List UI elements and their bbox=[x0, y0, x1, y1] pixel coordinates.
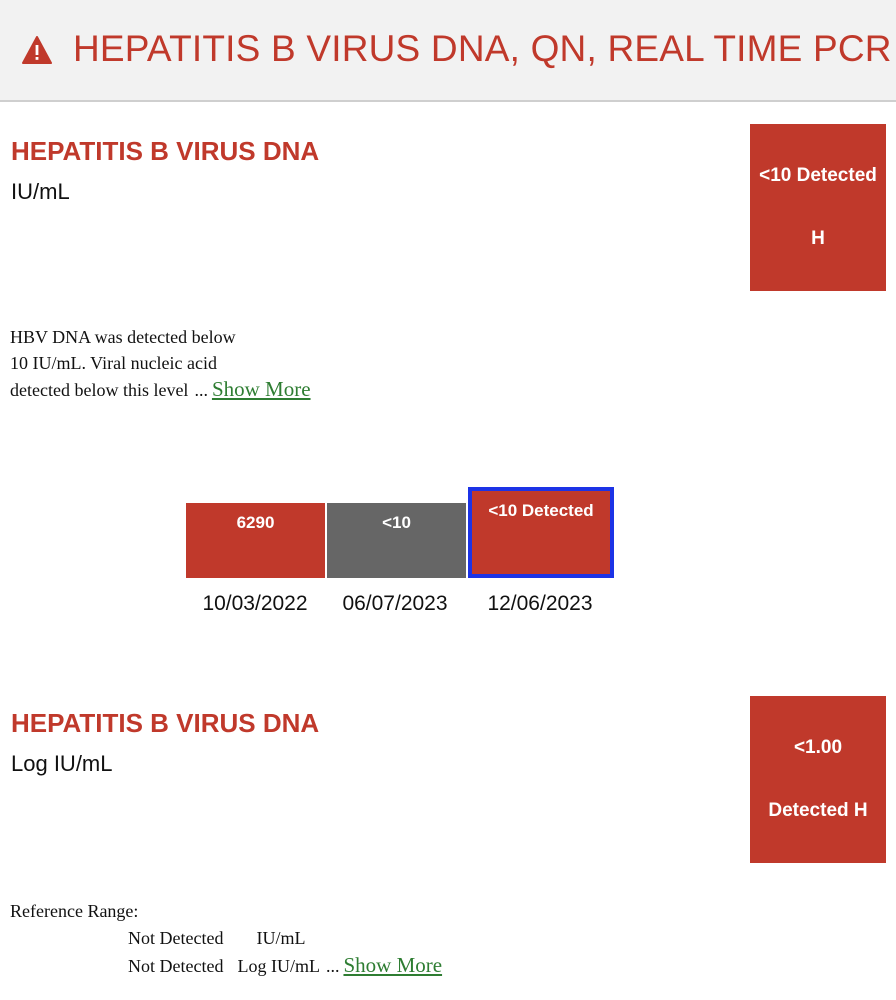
page-title: HEPATITIS B VIRUS DNA, QN, REAL TIME PCR bbox=[73, 28, 892, 69]
result-comment bbox=[10, 324, 311, 403]
show-more-link[interactable]: Show More bbox=[211, 377, 311, 401]
result-value: <1.00 bbox=[793, 737, 843, 758]
show-more-link[interactable]: Show More bbox=[343, 953, 443, 977]
test-unit: IU/mL bbox=[11, 179, 70, 204]
history-date: 12/06/2023 bbox=[487, 592, 593, 615]
comment-line: detected below this level bbox=[10, 380, 189, 400]
ellipsis: ... bbox=[194, 380, 208, 400]
comment-line: HBV DNA was detected below bbox=[10, 327, 236, 347]
history-value-box[interactable]: <10 bbox=[327, 503, 466, 578]
reference-range bbox=[10, 898, 443, 979]
ellipsis: ... bbox=[325, 956, 340, 976]
comment-line: 10 IU/mL. Viral nucleic acid bbox=[10, 353, 218, 373]
test-name: HEPATITIS B VIRUS DNA bbox=[11, 708, 320, 738]
history-value-box[interactable]: 6290 bbox=[186, 503, 325, 578]
reference-label: Reference Range: bbox=[10, 901, 139, 921]
history-value-box-selected[interactable]: <10 Detected bbox=[468, 487, 614, 578]
result-value: <10 Detected bbox=[759, 165, 877, 186]
reference-value: Not Detected bbox=[128, 956, 224, 976]
reference-unit: Log IU/mL bbox=[237, 956, 320, 976]
reference-row bbox=[10, 952, 443, 979]
result-flag: H bbox=[811, 228, 825, 249]
page-header bbox=[0, 0, 896, 102]
result-value-box[interactable] bbox=[750, 696, 886, 863]
history-date: 10/03/2022 bbox=[202, 592, 308, 615]
test-unit: Log IU/mL bbox=[11, 751, 113, 776]
reference-value: Not Detected bbox=[128, 928, 224, 948]
reference-unit: IU/mL bbox=[256, 928, 306, 948]
test-name: HEPATITIS B VIRUS DNA bbox=[11, 136, 320, 166]
result-flag: Detected H bbox=[768, 800, 868, 821]
history-date: 06/07/2023 bbox=[342, 592, 448, 615]
reference-row bbox=[10, 925, 306, 952]
warning-triangle-icon bbox=[22, 36, 52, 64]
result-value-box[interactable] bbox=[750, 124, 886, 291]
